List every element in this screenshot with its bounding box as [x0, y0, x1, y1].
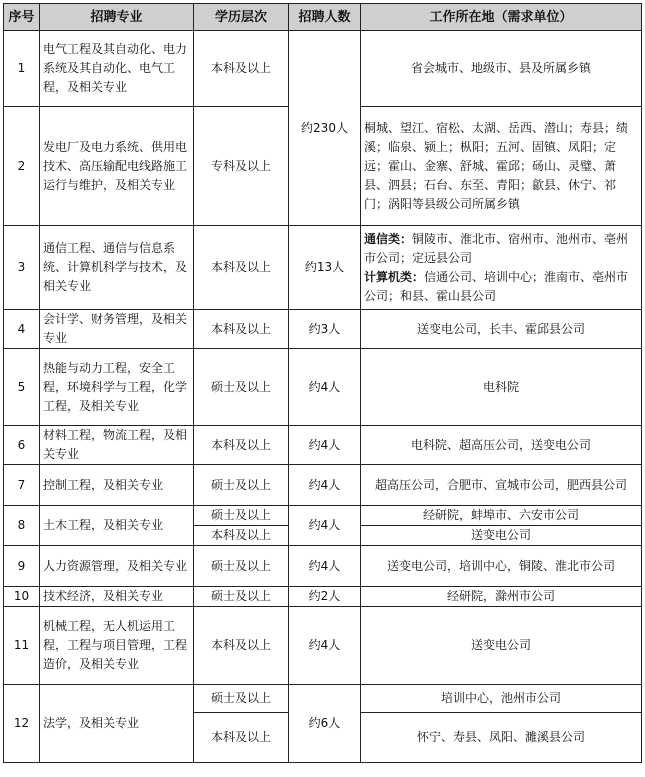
- table-row: [4, 310, 642, 349]
- table-row: [4, 226, 642, 310]
- row-education: 本科及以上: [194, 31, 289, 107]
- table-row: [4, 31, 642, 107]
- row-education: 本科及以上: [194, 310, 289, 349]
- row-major: 法学，及相关专业: [40, 685, 194, 763]
- row-count: 约4人: [289, 607, 361, 685]
- row-education: 硕士及以上: [194, 349, 289, 426]
- row-education: 硕士及以上: [194, 685, 289, 713]
- location-label-telecom: 通信类：: [364, 231, 413, 246]
- row-count: 约6人: [289, 685, 361, 763]
- row-count: 约230人: [289, 31, 361, 226]
- row-location: 送变电公司，培训中心，铜陵、淮北市公司: [361, 546, 642, 587]
- table-row: [4, 465, 642, 506]
- row-no: 10: [4, 587, 40, 607]
- header-education: 学历层次: [194, 4, 289, 31]
- table-row: [4, 426, 642, 465]
- row-count: 约4人: [289, 426, 361, 465]
- row-count: 约4人: [289, 506, 361, 546]
- row-education: 专科及以上: [194, 107, 289, 226]
- row-education: 本科及以上: [194, 226, 289, 310]
- row-no: 7: [4, 465, 40, 506]
- row-location: 省会城市、地级市、县及所属乡镇: [361, 31, 642, 107]
- row-location: 经研院，蚌埠市、六安市公司: [361, 506, 642, 526]
- row-location: 超高压公司，合肥市、宣城市公司，肥西县公司: [361, 465, 642, 506]
- row-no: 5: [4, 349, 40, 426]
- table-row: [4, 546, 642, 587]
- row-no: 8: [4, 506, 40, 546]
- row-no: 6: [4, 426, 40, 465]
- row-major: 会计学、财务管理，及相关专业: [40, 310, 194, 349]
- row-count: 约3人: [289, 310, 361, 349]
- row-count: 约4人: [289, 349, 361, 426]
- header-no: 序号: [4, 4, 40, 31]
- header-count: 招聘人数: [289, 4, 361, 31]
- location-telecom: 铜陵市、淮北市、宿州市、池州市、亳州市公司；定远县公司: [364, 231, 629, 265]
- row-major: 机械工程，无人机运用工程，工程与项目管理，工程造价，及相关专业: [40, 607, 194, 685]
- row-education: 硕士及以上: [194, 506, 289, 526]
- row-location: 桐城、望江、宿松、太湖、岳西、潜山；寿县；绩溪；临泉、颍上；枞阳；五河、固镇、凤阳；定远；霍山、金寨、舒城、霍邱；砀山、灵璧、萧县、泗县；石台、东至、青阳；歙县、休宁、祁门；涡阳等县级公司所属乡镇: [361, 107, 642, 226]
- row-major: 热能与动力工程，安全工程，环境科学与工程，化学工程，及相关专业: [40, 349, 194, 426]
- row-location: 送变电公司，长丰、霍邱县公司: [361, 310, 642, 349]
- row-major: 电气工程及其自动化、电力系统及其自动化、电气工程，及相关专业: [40, 31, 194, 107]
- recruitment-table: [3, 3, 642, 763]
- row-no: 3: [4, 226, 40, 310]
- row-major: 土木工程，及相关专业: [40, 506, 194, 546]
- row-no: 4: [4, 310, 40, 349]
- header-major: 招聘专业: [40, 4, 194, 31]
- location-computer: 信通公司、培训中心；淮南市、亳州市公司；和县、霍山县公司: [364, 269, 629, 303]
- header-row: [4, 4, 642, 31]
- row-no: 11: [4, 607, 40, 685]
- header-location: 工作所在地（需求单位）: [361, 4, 642, 31]
- row-location: 电科院: [361, 349, 642, 426]
- row-major: 人力资源管理，及相关专业: [40, 546, 194, 587]
- row-count: 约4人: [289, 465, 361, 506]
- row-education: 本科及以上: [194, 426, 289, 465]
- row-major: 控制工程，及相关专业: [40, 465, 194, 506]
- row-location: 经研院，滁州市公司: [361, 587, 642, 607]
- row-no: 1: [4, 31, 40, 107]
- row-count: 约4人: [289, 546, 361, 587]
- row-count: 约13人: [289, 226, 361, 310]
- row-location: 送变电公司: [361, 607, 642, 685]
- row-education: 硕士及以上: [194, 546, 289, 587]
- row-education: 本科及以上: [194, 713, 289, 763]
- row-location: 怀宁、寿县、凤阳、濉溪县公司: [361, 713, 642, 763]
- row-major: 技术经济，及相关专业: [40, 587, 194, 607]
- row-education: 硕士及以上: [194, 587, 289, 607]
- row-major: 发电厂及电力系统、供用电技术、高压输配电线路施工运行与维护，及相关专业: [40, 107, 194, 226]
- table-row: [4, 506, 642, 526]
- location-label-computer: 计算机类：: [364, 269, 425, 284]
- row-no: 9: [4, 546, 40, 587]
- row-no: 2: [4, 107, 40, 226]
- row-location: 培训中心，池州市公司: [361, 685, 642, 713]
- row-major: 材料工程，物流工程，及相关专业: [40, 426, 194, 465]
- row-education: 硕士及以上: [194, 465, 289, 506]
- table-row: [4, 685, 642, 713]
- row-education: 本科及以上: [194, 607, 289, 685]
- row-no: 12: [4, 685, 40, 763]
- row-count: 约2人: [289, 587, 361, 607]
- row-education: 本科及以上: [194, 526, 289, 546]
- table-row: [4, 349, 642, 426]
- table-row: [4, 587, 642, 607]
- row-location: 送变电公司: [361, 526, 642, 546]
- table-row: [4, 607, 642, 685]
- row-location: [361, 226, 642, 310]
- row-major: 通信工程、通信与信息系统、计算机科学与技术，及相关专业: [40, 226, 194, 310]
- row-location: 电科院、超高压公司，送变电公司: [361, 426, 642, 465]
